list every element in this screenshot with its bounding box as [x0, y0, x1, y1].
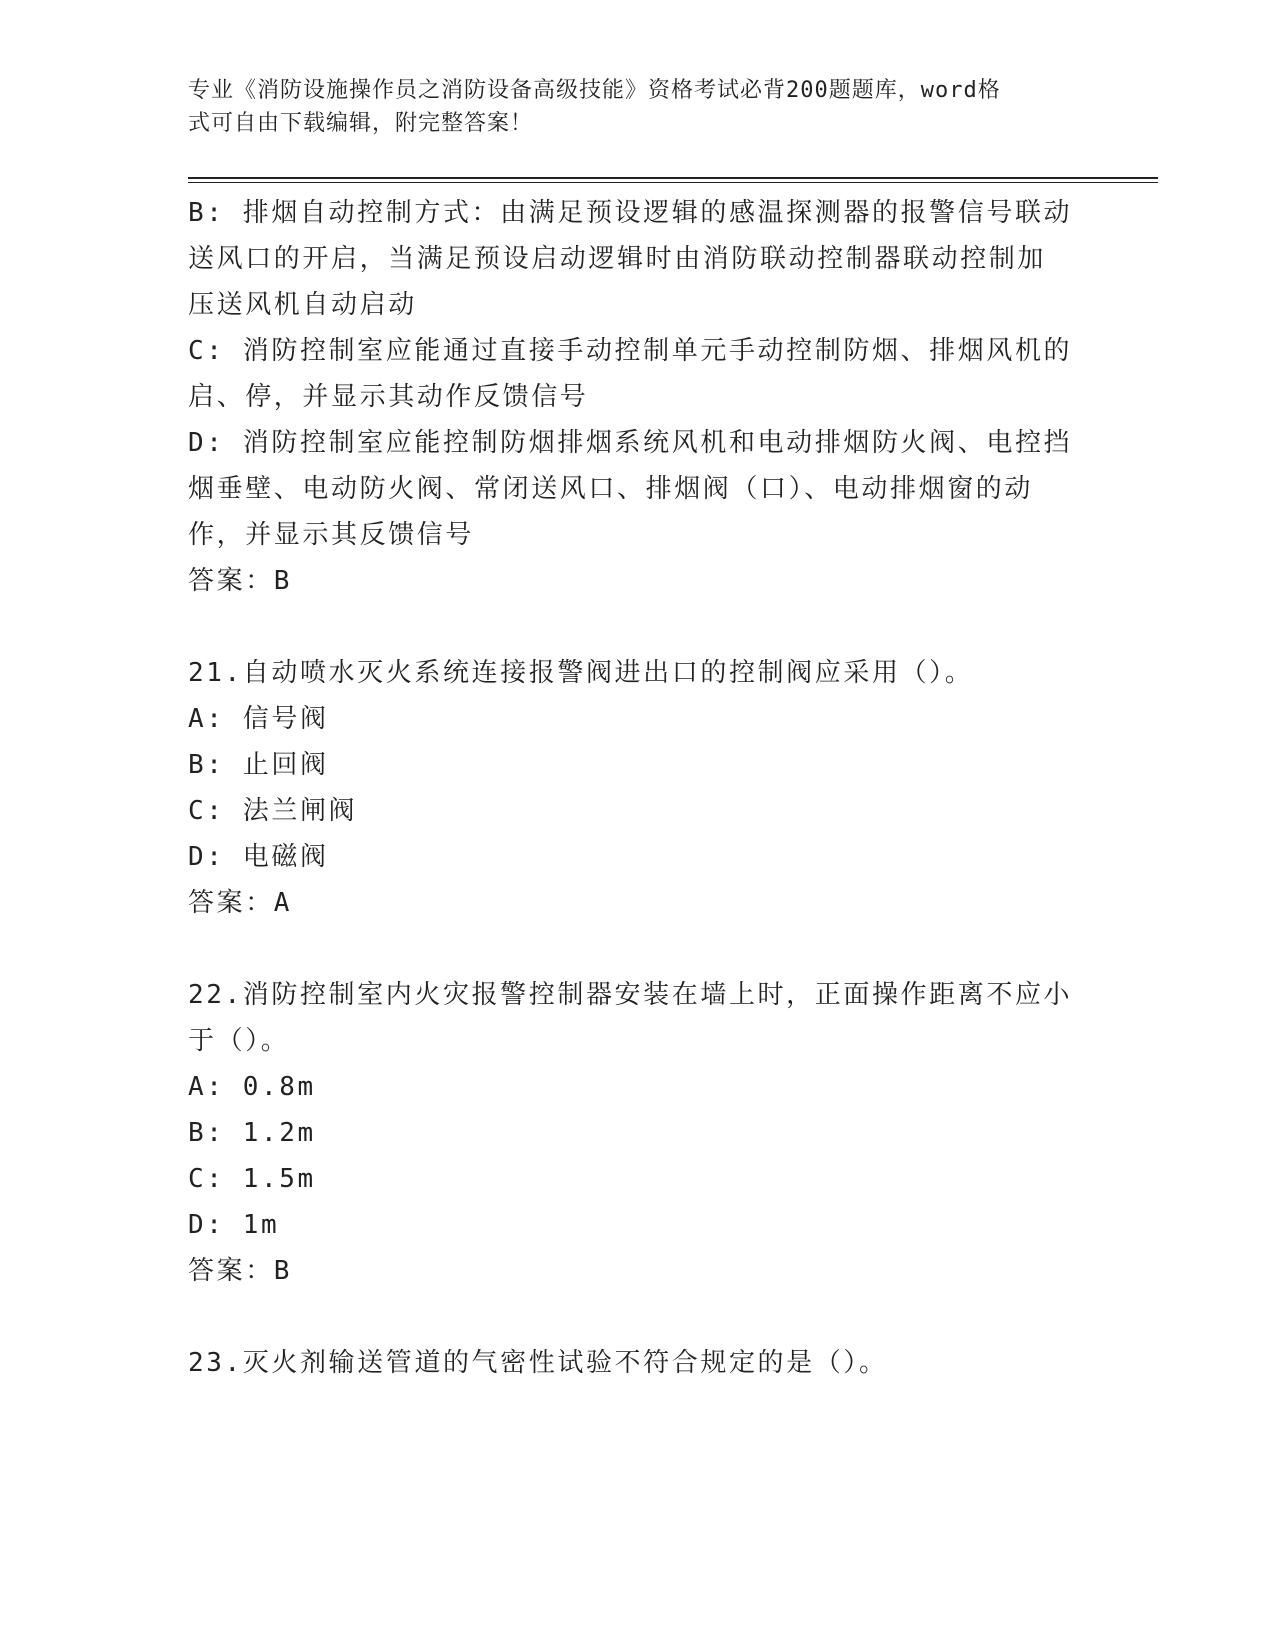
option-c: C: 1.5m [188, 1164, 316, 1194]
option-a: A: 0.8m [188, 1072, 316, 1102]
header-divider-thin [188, 182, 1158, 183]
option-b: B: 止回阀 [188, 750, 329, 780]
option-b [188, 190, 1078, 328]
spacer [188, 1294, 1078, 1340]
option-text-line: 作，并显示其反馈信号 [188, 520, 475, 550]
option-d [188, 420, 1078, 558]
question-content [188, 190, 1078, 1386]
prev-question-block [188, 190, 1078, 604]
option-a: A: 信号阀 [188, 704, 329, 734]
option-text-line: D: 消防控制室应能控制防烟排烟系统风机和电动排烟防火阀、电控挡 [188, 428, 1073, 458]
option-d: D: 电磁阀 [188, 842, 329, 872]
option-text-line: 压送风机自动启动 [188, 290, 417, 320]
option-b: B: 1.2m [188, 1118, 316, 1148]
question-22 [188, 972, 1078, 1294]
option-text-line: 烟垂壁、电动防火阀、常闭送风口、排烟阀（口）、电动排烟窗的动 [188, 474, 1034, 504]
header-line: 专业《消防设施操作员之消防设备高级技能》资格考试必背200题题库，word格 [188, 78, 1001, 103]
option-text-line: 送风口的开启，当满足预设启动逻辑时由消防联动控制器联动控制加 [188, 244, 1047, 274]
header-divider-thick [188, 177, 1158, 179]
option-c [188, 328, 1078, 420]
option-text-line: B: 排烟自动控制方式：由满足预设逻辑的感温探测器的报警信号联动 [188, 198, 1073, 228]
answer-text: 答案：B [188, 566, 293, 596]
question-23 [188, 1340, 1078, 1386]
question-21 [188, 650, 1078, 926]
question-stem: 22.消防控制室内火灾报警控制器安装在墙上时，正面操作距离不应小 [188, 980, 1073, 1010]
option-c: C: 法兰闸阀 [188, 796, 358, 826]
spacer [188, 604, 1078, 650]
spacer [188, 926, 1078, 972]
header-line: 式可自由下载编辑，附完整答案！ [188, 111, 534, 136]
option-text-line: C: 消防控制室应能通过直接手动控制单元手动控制防烟、排烟风机的 [188, 336, 1073, 366]
document-header [188, 74, 1068, 140]
answer-text: 答案：B [188, 1256, 293, 1286]
answer-text: 答案：A [188, 888, 293, 918]
option-d: D: 1m [188, 1210, 280, 1240]
question-stem: 于（）。 [188, 1026, 290, 1056]
question-stem: 23.灭火剂输送管道的气密性试验不符合规定的是（）。 [188, 1348, 888, 1378]
question-stem: 21.自动喷水灭火系统连接报警阀进出口的控制阀应采用（）。 [188, 658, 974, 688]
option-text-line: 启、停，并显示其动作反馈信号 [188, 382, 589, 412]
